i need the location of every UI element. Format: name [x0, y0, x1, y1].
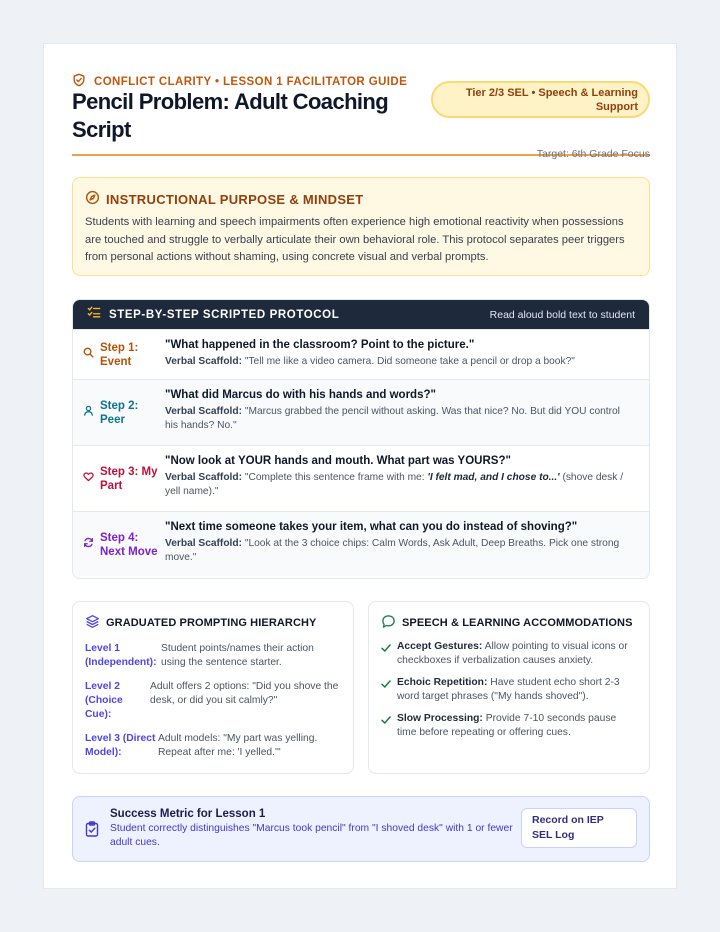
step-label-text: Step 3: My Part [100, 465, 158, 492]
scaffold-label: Verbal Scaffold: [165, 472, 242, 483]
compass-icon [85, 190, 100, 208]
level-name: Level 1 (Independent): [85, 643, 157, 668]
step-body [165, 454, 635, 499]
step-label-text: Step 4: Next Move [100, 531, 158, 558]
level-item [85, 732, 341, 760]
scaffold-text: "Complete this sentence frame with me: [244, 472, 428, 483]
accommodation-label: Echoic Repetition: [397, 677, 488, 688]
page-header [72, 72, 650, 160]
level-text: Adult offers 2 options: "Did you shove the desk, or did you sit calmly?" [150, 681, 339, 706]
level-name: Level 3 (Direct Model): [85, 733, 156, 758]
protocol-step-1 [73, 329, 649, 379]
step-quote: "What did Marcus do with his hands and words?" [165, 389, 436, 401]
step-scaffold [165, 537, 635, 565]
step-quote: "Now look at YOUR hands and mouth. What part was YOURS?" [165, 455, 511, 467]
scaffold-text-end: (shove desk / yell name)." [165, 472, 624, 497]
step-quote: "Next time someone takes your item, what can you do instead of shoving?" [165, 521, 578, 533]
level-item [85, 642, 341, 670]
purpose-heading: INSTRUCTIONAL PURPOSE & MINDSET [106, 191, 364, 207]
clipboard-check-icon [85, 821, 99, 837]
accommodation-detail: Provide 7-10 seconds pause time before repeating or offering cues. [397, 713, 617, 738]
speech-bubble-icon [381, 614, 396, 632]
step-label-text: Step 2: Peer [100, 399, 139, 426]
checklist-icon [87, 305, 109, 324]
step-scaffold [165, 355, 635, 369]
guide-page [43, 43, 677, 889]
heart-icon [83, 471, 94, 486]
metric-title: Success Metric for Lesson 1 [110, 808, 266, 820]
check-icon [381, 640, 391, 668]
purpose-heading-row [85, 190, 637, 208]
check-icon [381, 712, 391, 740]
accommodation-text [397, 676, 637, 704]
step-body [165, 338, 635, 369]
accommodations-heading: SPEECH & LEARNING ACCOMMODATIONS [402, 617, 633, 629]
protocol-step-3 [73, 445, 649, 511]
search-icon [83, 347, 94, 362]
step-label-text: Step 1: Event [100, 341, 139, 368]
protocol-header [73, 300, 649, 329]
check-icon [381, 676, 391, 704]
scaffold-label: Verbal Scaffold: [165, 356, 242, 367]
level-name: Level 2 (Choice Cue): [85, 681, 123, 720]
metric-text: Student correctly distinguishes "Marcus took pencil" from "I shoved desk" with 1 or fewer adult cues. [110, 823, 513, 848]
accommodation-detail: Have student echo short 2-3 word target phrases ("My hands shoved"). [397, 677, 620, 702]
protocol-step-2 [73, 379, 649, 445]
step-label [83, 446, 163, 511]
prompting-hierarchy-card [72, 601, 354, 774]
page-title: Pencil Problem: Adult Coaching Script [72, 89, 389, 142]
record-iep-log-button[interactable]: Record on IEP SEL Log [521, 808, 637, 848]
protocol-heading: STEP-BY-STEP SCRIPTED PROTOCOL [109, 308, 340, 321]
scaffold-text: "Look at the 3 choice chips: Calm Words, Ask Adult, Deep Breaths. Pick one strong move." [165, 538, 620, 563]
kicker-text: CONFLICT CLARITY • LESSON 1 FACILITATOR GUIDE [94, 75, 408, 88]
accommodations-card [368, 601, 650, 774]
scaffold-text: "Tell me like a video camera. Did someone take a pencil or drop a book?" [244, 356, 575, 367]
level-item [85, 680, 341, 722]
step-scaffold [165, 471, 635, 499]
accommodation-text [397, 640, 637, 668]
layers-icon [85, 614, 100, 632]
sentence-frame: 'I felt mad, and I chose to...' [427, 472, 560, 483]
accommodations-heading-row [381, 614, 637, 632]
person-icon [83, 405, 94, 420]
prompting-heading-row [85, 614, 341, 632]
step-label [83, 380, 163, 445]
level-text: Adult models: "My part was yelling. Repeat after me: 'I yelled.'" [158, 733, 318, 758]
levels-list [85, 642, 341, 760]
scaffold-text: "Marcus grabbed the pencil without asking. Was that nice? No. But did YOU control his hands? No." [165, 406, 620, 431]
target-grade: Target: 6th Grade Focus [536, 148, 650, 160]
step-label [83, 330, 163, 379]
accommodation-item [381, 676, 637, 704]
accommodation-text [397, 712, 637, 740]
scaffold-label: Verbal Scaffold: [165, 538, 242, 549]
step-scaffold [165, 405, 635, 433]
step-body [165, 388, 635, 433]
step-body [165, 520, 635, 565]
accommodation-detail: Allow pointing to visual icons or checkboxes if verbalization causes anxiety. [397, 641, 628, 666]
level-text: Student points/names their action using the sentence starter. [161, 643, 314, 668]
accommodation-label: Slow Processing: [397, 713, 483, 724]
refresh-icon [83, 537, 94, 552]
scaffold-label: Verbal Scaffold: [165, 406, 242, 417]
accommodation-item [381, 712, 637, 740]
purpose-text: Students with learning and speech impairments often experience high emotional reactivity when possessions are touched and struggle to verbally articulate their own behavioral role. This protocol separates peer triggers from personal actions without shaming, using concrete visual and verbal prompts. [85, 216, 625, 263]
protocol-table [72, 299, 650, 579]
success-metric-banner [72, 796, 650, 862]
protocol-step-4 [73, 511, 649, 577]
accommodation-label: Accept Gestures: [397, 641, 483, 652]
tier-badge: Tier 2/3 SEL • Speech & Learning Support [431, 81, 650, 118]
accommodation-item [381, 640, 637, 668]
protocol-note: Read aloud bold text to student [489, 308, 635, 321]
purpose-callout [72, 177, 650, 276]
step-quote: "What happened in the classroom? Point to the picture." [165, 339, 475, 351]
prompting-heading: GRADUATED PROMPTING HIERARCHY [106, 617, 317, 629]
step-label [83, 512, 163, 577]
